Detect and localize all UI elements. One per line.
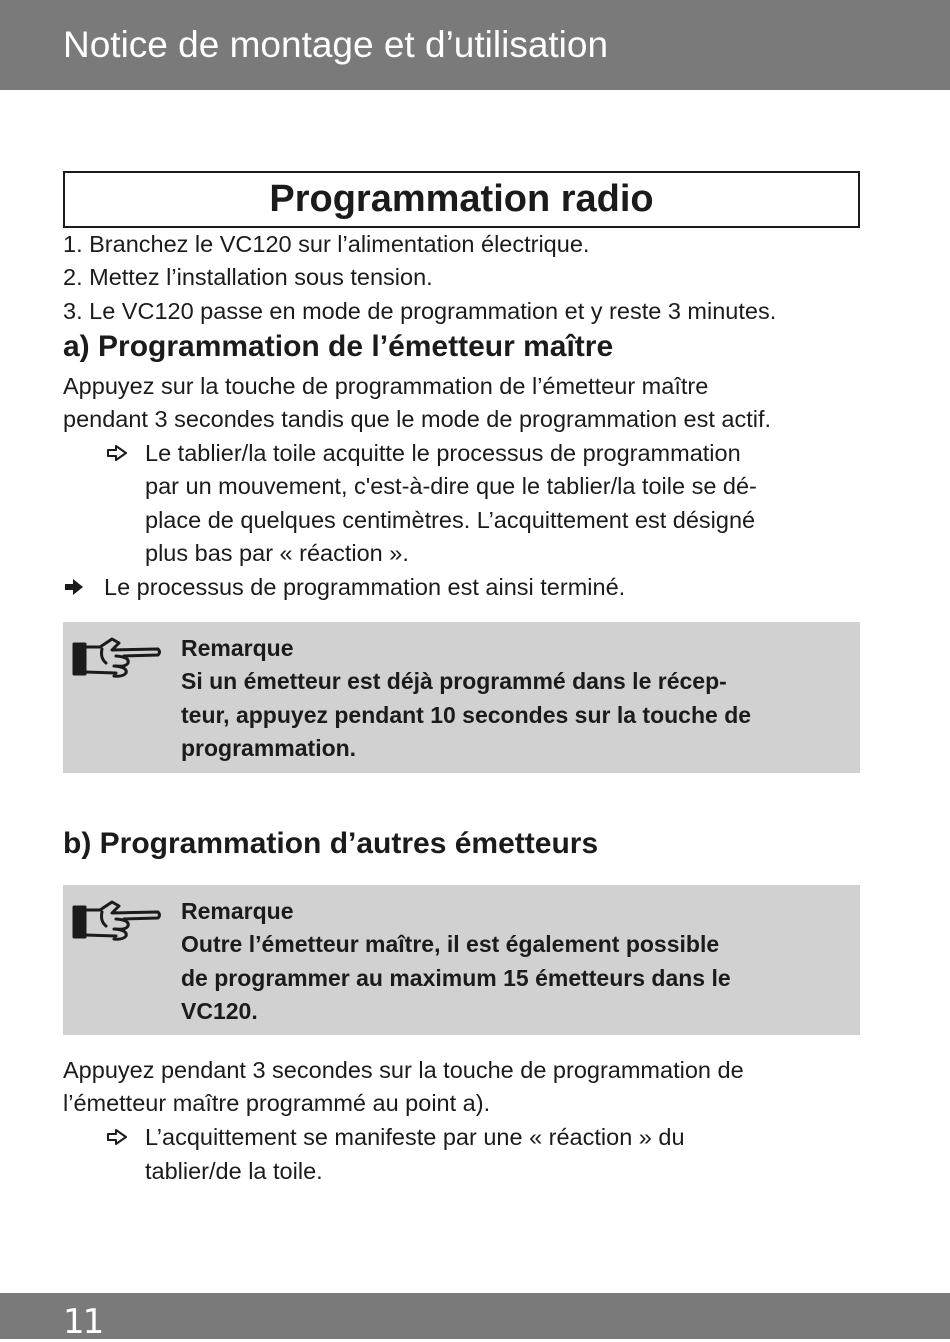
document-title: Notice de montage et d’utilisation xyxy=(63,24,609,65)
part-a-conclusion: Le processus de programmation est ainsi terminé. xyxy=(104,574,626,600)
hollow-arrow-right-icon xyxy=(106,1129,128,1145)
note-line: Outre l’émetteur maître, il est également possible xyxy=(181,931,720,958)
part-a-heading: a) Programmation de l’émetteur maître xyxy=(63,330,614,363)
step-3: 3. Le VC120 passe en mode de programmation et y reste 3 minutes. xyxy=(63,298,777,324)
note-title: Remarque xyxy=(181,635,294,661)
note-box xyxy=(63,885,860,1035)
part-b-result-line: L’acquittement se manifeste par une « réaction » du xyxy=(145,1124,685,1150)
step-1: 1. Branchez le VC120 sur l’alimentation électrique. xyxy=(63,231,590,257)
part-a-body-line: Appuyez sur la touche de programmation de l’émetteur maître xyxy=(63,373,709,399)
header-bar xyxy=(0,0,950,90)
note-line: VC120. xyxy=(181,997,258,1024)
part-a-result-line: place de quelques centimètres. L’acquittement est désigné xyxy=(145,507,756,533)
part-b-heading: b) Programmation d’autres émetteurs xyxy=(63,827,599,860)
step-2: 2. Mettez l’installation sous tension. xyxy=(63,264,433,290)
part-b-result-line: tablier/de la toile. xyxy=(145,1158,323,1184)
note-box xyxy=(63,622,860,773)
note-line: programmation. xyxy=(181,734,357,761)
pointing-hand-icon xyxy=(72,636,162,682)
page-number: 11 xyxy=(63,1302,103,1342)
hollow-arrow-right-icon xyxy=(106,445,128,461)
part-a-result-line: par un mouvement, c'est-à-dire que le tablier/la toile se dé- xyxy=(145,473,757,499)
note-title: Remarque xyxy=(181,898,294,924)
note-line: de programmer au maximum 15 émetteurs dans le xyxy=(181,964,731,991)
note-line: teur, appuyez pendant 10 secondes sur la touche de xyxy=(181,701,752,728)
pointing-hand-icon xyxy=(72,899,162,945)
section-title: Programmation radio xyxy=(63,171,860,228)
part-b-body-line: l’émetteur maître programmé au point a). xyxy=(63,1090,491,1116)
note-text xyxy=(181,895,851,1028)
part-b-body-line: Appuyez pendant 3 secondes sur la touche de programmation de xyxy=(63,1057,744,1083)
filled-arrow-right-icon xyxy=(64,578,84,596)
footer-bar xyxy=(0,1293,950,1342)
note-text xyxy=(181,632,851,765)
part-a-result-line: Le tablier/la toile acquitte le processus de programmation xyxy=(145,440,741,466)
part-a-result-line: plus bas par « réaction ». xyxy=(145,540,409,566)
part-a-body-line: pendant 3 secondes tandis que le mode de programmation est actif. xyxy=(63,406,772,432)
note-line: Si un émetteur est déjà programmé dans le récep- xyxy=(181,668,727,695)
